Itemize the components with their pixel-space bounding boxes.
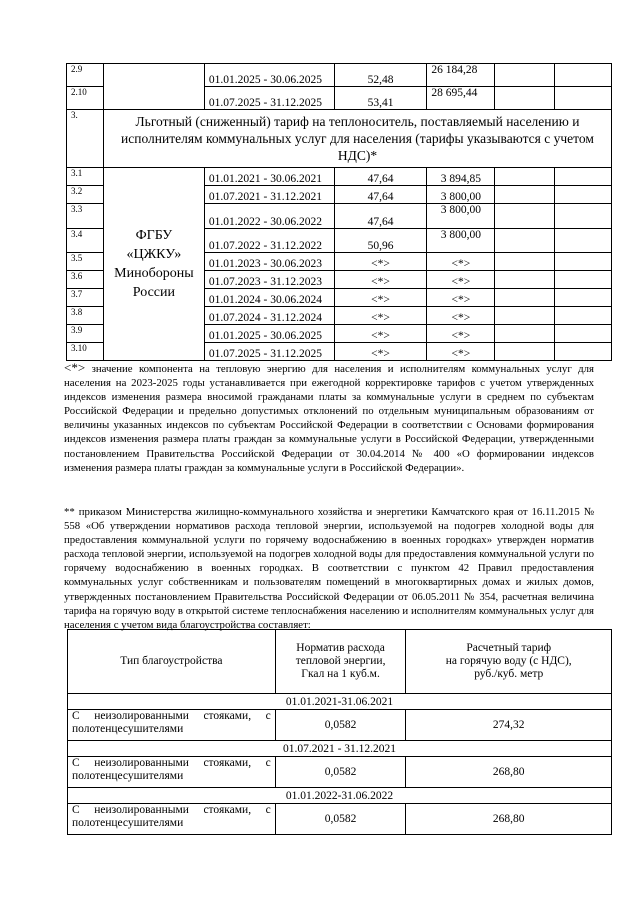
heat-tariff-cell: <*>	[334, 307, 427, 325]
period-cell: 01.07.2021 - 31.12.2021	[68, 741, 612, 757]
period-row	[68, 788, 612, 804]
period-cell: 01.01.2021 - 30.06.2021	[204, 168, 334, 186]
empty-cell	[555, 289, 612, 307]
section-title: Льготный (сниженный) тариф на теплоноситель, поставляемый населению и исполнителям коммунальных услуг для населения (тарифы указываются с учетом НДС)*	[103, 110, 611, 168]
row-number: 3.6	[67, 271, 104, 289]
heat-tariff-cell: 52,48	[334, 64, 427, 87]
norm-cell: 0,0582	[275, 804, 406, 835]
period-cell: 01.07.2021 - 31.12.2021	[204, 186, 334, 204]
org-line: Минобороны	[114, 266, 194, 281]
empty-cell	[495, 253, 555, 271]
period-cell: 01.07.2024 - 31.12.2024	[204, 307, 334, 325]
empty-cell	[495, 168, 555, 186]
empty-cell	[555, 325, 612, 343]
period-cell: 01.01.2023 - 30.06.2023	[204, 253, 334, 271]
organization-name	[103, 168, 204, 361]
empty-cell	[555, 168, 612, 186]
type-cell: С неизолированными стояками, с полотенцесушителями	[68, 757, 276, 788]
empty-cell	[555, 229, 612, 253]
empty-cell	[495, 289, 555, 307]
total-tariff-cell: 28 695,44	[427, 87, 495, 110]
footnote-text: значение компонента на тепловую энергию для населения и исполнителям коммунальных услуг для населения на 2023-2025 годы устанавливается при ежегодной корректировке тарифов с учетом утвержденных индексов изменения размера вносимой гражданами платы за коммунальные услуги в среднем по субъектам Российской Федерации и предельно допустимых отклонений по отдельным муниципальным образованиям от величины указанных индексов по субъектам Российской Федерации в соответствии с Основами формирования индексов изменения размера платы граждан за коммунальные услуги в Российской Федерации, утвержденными постановлением Правительства Российской Федерации от 30.04.2014 № 400 «О формировании индексов изменения размера платы граждан за коммунальные услуги в Российской Федерации».	[64, 363, 594, 474]
empty-cell	[555, 87, 612, 110]
org-cell-empty	[103, 64, 204, 110]
empty-cell	[495, 229, 555, 253]
empty-cell	[495, 271, 555, 289]
footnote-marker: <*>	[64, 360, 86, 375]
org-line: «ЦЖКУ»	[126, 247, 182, 262]
tariff-cell: 274,32	[406, 710, 612, 741]
period-cell: 01.07.2023 - 31.12.2023	[204, 271, 334, 289]
header-line: на горячую воду (с НДС),	[445, 655, 572, 667]
heat-tariff-cell: 47,64	[334, 168, 427, 186]
period-cell: 01.07.2025 - 31.12.2025	[204, 87, 334, 110]
heat-tariff-cell: <*>	[334, 343, 427, 361]
period-cell: 01.01.2025 - 30.06.2025	[204, 64, 334, 87]
total-tariff-cell: 26 184,28	[427, 64, 495, 87]
footnote-double-star	[64, 505, 594, 632]
heat-tariff-cell: <*>	[334, 271, 427, 289]
total-tariff-cell: 3 800,00	[427, 186, 495, 204]
table-row	[68, 804, 612, 835]
empty-cell	[555, 253, 612, 271]
tariff-cell: 268,80	[406, 804, 612, 835]
empty-cell	[555, 343, 612, 361]
empty-cell	[555, 271, 612, 289]
row-number: 3.3	[67, 204, 104, 229]
header-line: Расчетный тариф	[466, 642, 552, 654]
row-number: 3.8	[67, 307, 104, 325]
tariff-cell: 268,80	[406, 757, 612, 788]
table-header-row	[68, 630, 612, 694]
empty-cell	[495, 64, 555, 87]
norm-cell: 0,0582	[275, 710, 406, 741]
period-cell: 01.01.2022-31.06.2022	[68, 788, 612, 804]
heat-tariff-cell: <*>	[334, 325, 427, 343]
row-number: 3.7	[67, 289, 104, 307]
empty-cell	[495, 87, 555, 110]
heat-tariff-cell: 47,64	[334, 186, 427, 204]
table-row	[67, 64, 612, 87]
heat-tariff-cell: <*>	[334, 289, 427, 307]
row-number: 3.9	[67, 325, 104, 343]
footnote-single-star	[64, 361, 594, 475]
total-tariff-cell: 3 800,00	[427, 204, 495, 229]
header-line: тепловой энергии,	[295, 655, 386, 667]
heat-tariff-cell: 53,41	[334, 87, 427, 110]
period-row	[68, 694, 612, 710]
header-tariff	[406, 630, 612, 694]
empty-cell	[555, 186, 612, 204]
norm-cell: 0,0582	[275, 757, 406, 788]
row-number: 3.	[67, 110, 104, 168]
period-row	[68, 741, 612, 757]
row-number: 2.9	[67, 64, 104, 87]
period-cell: 01.07.2025 - 31.12.2025	[204, 343, 334, 361]
empty-cell	[495, 325, 555, 343]
type-cell: С неизолированными стояками, с полотенцесушителями	[68, 804, 276, 835]
period-cell: 01.07.2022 - 31.12.2022	[204, 229, 334, 253]
total-tariff-cell: <*>	[427, 271, 495, 289]
empty-cell	[495, 204, 555, 229]
row-number: 3.2	[67, 186, 104, 204]
total-tariff-cell: 3 894,85	[427, 168, 495, 186]
tariff-table	[66, 63, 612, 361]
org-line: ФГБУ	[135, 228, 173, 243]
header-norm	[275, 630, 406, 694]
period-cell: 01.01.2021-31.06.2021	[68, 694, 612, 710]
empty-cell	[495, 343, 555, 361]
header-type: Тип благоустройства	[68, 630, 276, 694]
period-cell: 01.01.2025 - 30.06.2025	[204, 325, 334, 343]
row-number: 2.10	[67, 87, 104, 110]
table-row	[67, 168, 612, 186]
total-tariff-cell: <*>	[427, 325, 495, 343]
total-tariff-cell: <*>	[427, 343, 495, 361]
header-line: Гкал на 1 куб.м.	[301, 668, 380, 680]
empty-cell	[495, 186, 555, 204]
empty-cell	[555, 64, 612, 87]
heat-tariff-cell: 47,64	[334, 204, 427, 229]
section-row	[67, 110, 612, 168]
row-number: 3.4	[67, 229, 104, 253]
type-cell: С неизолированными стояками, с полотенцесушителями	[68, 710, 276, 741]
row-number: 3.5	[67, 253, 104, 271]
row-number: 3.10	[67, 343, 104, 361]
total-tariff-cell: <*>	[427, 253, 495, 271]
heat-tariff-cell: <*>	[334, 253, 427, 271]
header-line: руб./куб. метр	[474, 668, 544, 680]
total-tariff-cell: 3 800,00	[427, 229, 495, 253]
row-number: 3.1	[67, 168, 104, 186]
org-line: России	[132, 285, 175, 300]
empty-cell	[555, 204, 612, 229]
period-cell: 01.01.2024 - 30.06.2024	[204, 289, 334, 307]
hot-water-tariff-table	[67, 629, 612, 835]
total-tariff-cell: <*>	[427, 307, 495, 325]
table-row	[68, 710, 612, 741]
period-cell: 01.01.2022 - 30.06.2022	[204, 204, 334, 229]
footnote-text: ** приказом Министерства жилищно-коммунального хозяйства и энергетики Камчатского края от 16.11.2015 № 558 «Об утверждении нормативов расхода тепловой энергии, используемой на подогрев холодной воды для предоставления коммунальной услуги по горячему водоснабжению в военных городках» утвержден норматив расхода тепловой энергии, используемой на подогрев холодной воды для предоставления коммунальной услуги по горячему водоснабжению в военных городках. В соответствии с пунктом 42 Правил предоставления коммунальных услуг собственникам и пользователям помещений в многоквартирных домах и жилых домов, утвержденных постановлением Правительства Российской Федерации от 06.05.2011 № 354, расчетная величина тарифа на горячую воду в открытой системе теплоснабжения населению и исполнителям коммунальных услуг для населения с учетом вида благоустройства составляет:	[64, 506, 594, 631]
table-row	[68, 757, 612, 788]
empty-cell	[555, 307, 612, 325]
total-tariff-cell: <*>	[427, 289, 495, 307]
empty-cell	[495, 307, 555, 325]
header-line: Норматив расхода	[296, 642, 385, 654]
heat-tariff-cell: 50,96	[334, 229, 427, 253]
